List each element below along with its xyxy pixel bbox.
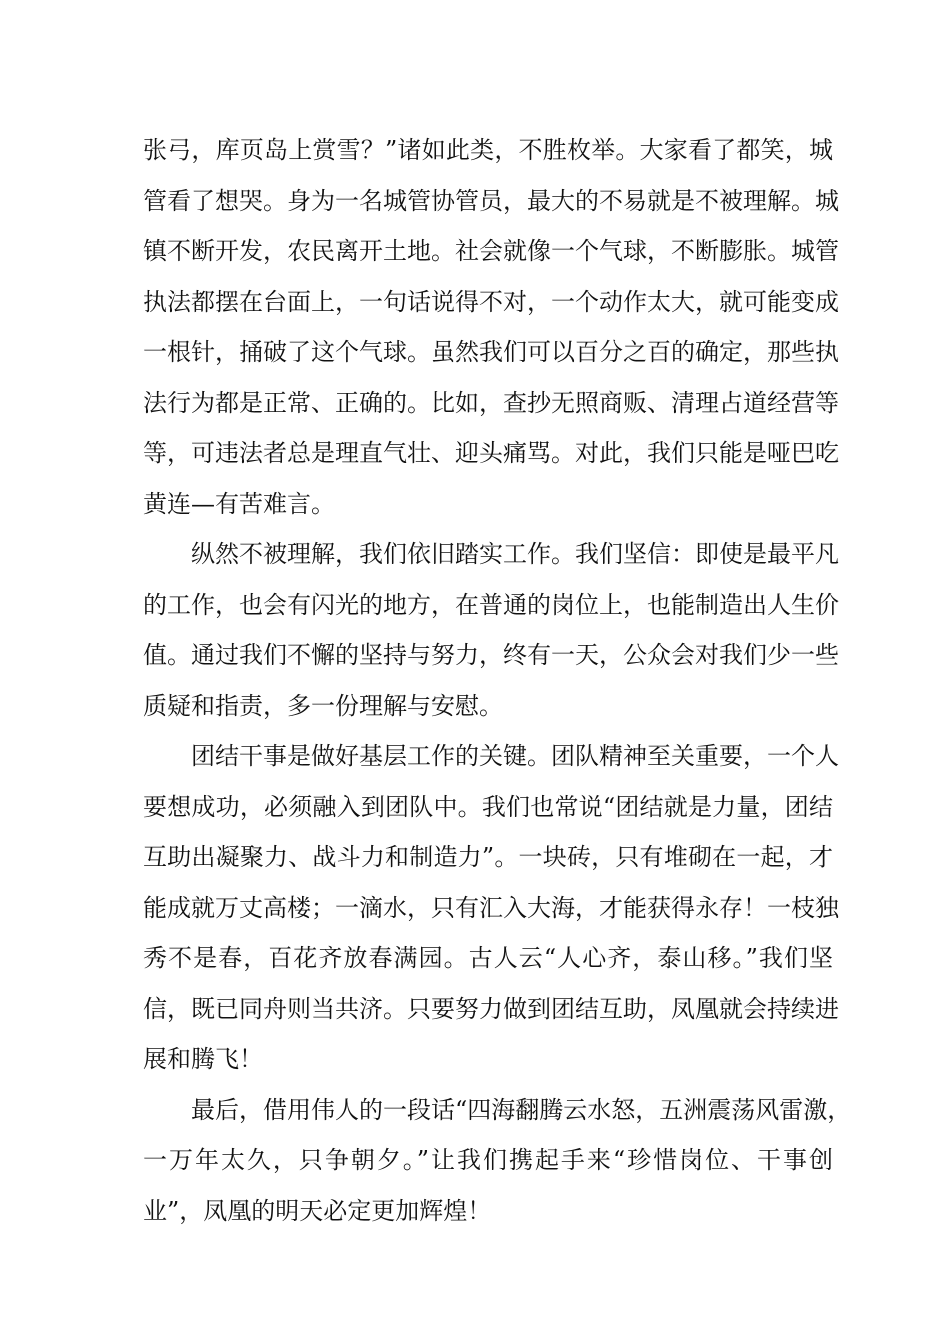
text-line: 张弓，库页岛上赏雪？”诸如此类，不胜枚举。大家看了都笑，城	[143, 136, 833, 164]
text-line: 的工作，也会有闪光的地方，在普通的岗位上，也能制造出人生价	[143, 590, 839, 619]
paragraph-first-line: 最后，借用伟人的一段话“四海翻腾云水怒，五洲震荡风雷激，	[191, 1095, 852, 1124]
text-line: 一根针，捅破了这个气球。虽然我们可以百分之百的确定，那些执	[143, 338, 839, 366]
text-line: 质疑和指责，多一份理解与安慰。	[143, 691, 503, 720]
text-line: 秀不是春，百花齐放春满园。古人云“人心齐，泰山移。”我们坚	[143, 944, 833, 972]
paragraph-first-line: 团结干事是做好基层工作的关键。团队精神至关重要，一个人	[191, 742, 839, 770]
text-line: 要想成功，必须融入到团队中。我们也常说“团结就是力量，团结	[143, 792, 833, 821]
text-line: 业”，凤凰的明天必定更加辉煌！	[143, 1196, 492, 1225]
text-line: 信，既已同舟则当共济。只要努力做到团结互助，凤凰就会持续进	[143, 994, 839, 1023]
paragraph-first-line: 纵然不被理解，我们依旧踏实工作。我们坚信：即使是最平凡	[191, 540, 839, 568]
text-line: 展和腾飞！	[143, 1045, 263, 1073]
text-line: 互助出凝聚力、战斗力和制造力”。一块砖，只有堆砌在一起，才	[143, 843, 833, 871]
text-line: 值。通过我们不懈的坚持与努力，终有一天，公众会对我们少一些	[143, 641, 839, 669]
text-line: 黄连—有苦难言。	[143, 489, 335, 518]
document-body	[143, 125, 852, 1236]
text-line: 法行为都是正常、正确的。比如，查抄无照商贩、清理占道经营等	[143, 388, 839, 417]
text-line: 能成就万丈高楼；一滴水，只有汇入大海，才能获得永存！一枝独	[143, 893, 839, 922]
text-line: 管看了想哭。身为一名城管协管员，最大的不易就是不被理解。城	[143, 186, 839, 215]
text-line: 等，可违法者总是理直气壮、迎头痛骂。对此，我们只能是哑巴吃	[143, 439, 839, 467]
text-line: 执法都摆在台面上，一句话说得不对，一个动作太大，就可能变成	[143, 287, 839, 316]
text-line: 镇不断开发，农民离开土地。社会就像一个气球，不断膨胀。城管	[143, 237, 839, 265]
text-line: 一万年太久，只争朝夕。”让我们携起手来“珍惜岗位、干事创	[143, 1146, 833, 1174]
